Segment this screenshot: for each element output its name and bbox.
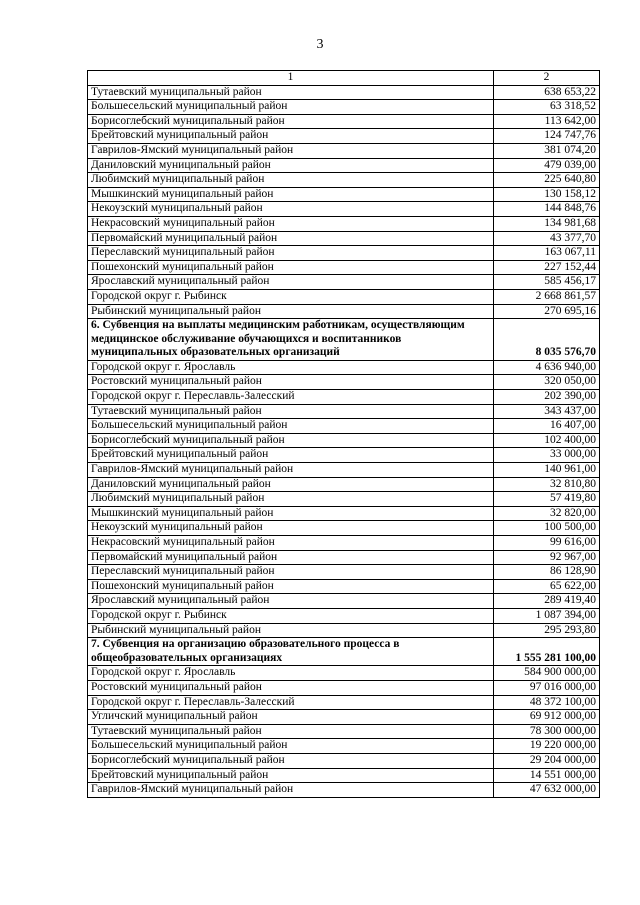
amount-value: 57 419,80 xyxy=(494,492,600,507)
recipient-name: Любимский муниципальный район xyxy=(88,173,494,188)
recipient-name: Переславский муниципальный район xyxy=(88,246,494,261)
subsidy-table xyxy=(87,70,600,798)
table-row xyxy=(88,666,600,681)
section-row xyxy=(88,638,600,666)
recipient-name: Некрасовский муниципальный район xyxy=(88,216,494,231)
amount-value: 69 912 000,00 xyxy=(494,710,600,725)
amount-value: 97 016 000,00 xyxy=(494,680,600,695)
table-row xyxy=(88,506,600,521)
recipient-name: Угличский муниципальный район xyxy=(88,710,494,725)
amount-value: 227 152,44 xyxy=(494,260,600,275)
recipient-name: Гаврилов-Ямский муниципальный район xyxy=(88,783,494,798)
amount-value: 479 039,00 xyxy=(494,158,600,173)
section-title: 7. Субвенция на организацию образовательного процесса в общеобразовательных организациях xyxy=(88,638,494,666)
amount-value: 16 407,00 xyxy=(494,419,600,434)
recipient-name: Борисоглебский муниципальный район xyxy=(88,753,494,768)
amount-value: 140 961,00 xyxy=(494,463,600,478)
recipient-name: Городской округ г. Ярославль xyxy=(88,360,494,375)
recipient-name: Переславский муниципальный район xyxy=(88,565,494,580)
amount-value: 144 848,76 xyxy=(494,202,600,217)
amount-value: 113 642,00 xyxy=(494,114,600,129)
recipient-name: Первомайский муниципальный район xyxy=(88,231,494,246)
table-row xyxy=(88,85,600,100)
amount-value: 585 456,17 xyxy=(494,275,600,290)
table-row xyxy=(88,565,600,580)
recipient-name: Городской округ г. Ярославль xyxy=(88,666,494,681)
table-row xyxy=(88,739,600,754)
recipient-name: Тутаевский муниципальный район xyxy=(88,724,494,739)
amount-value: 14 551 000,00 xyxy=(494,768,600,783)
table-body xyxy=(88,71,600,798)
amount-value: 29 204 000,00 xyxy=(494,753,600,768)
recipient-name: Большесельский муниципальный район xyxy=(88,419,494,434)
table-row xyxy=(88,433,600,448)
recipient-name: Мышкинский муниципальный район xyxy=(88,187,494,202)
amount-value: 4 636 940,00 xyxy=(494,360,600,375)
table-row xyxy=(88,404,600,419)
table-row xyxy=(88,680,600,695)
amount-value: 202 390,00 xyxy=(494,390,600,405)
recipient-name: Городской округ г. Рыбинск xyxy=(88,608,494,623)
table-row xyxy=(88,375,600,390)
recipient-name: Рыбинский муниципальный район xyxy=(88,623,494,638)
recipient-name: Гаврилов-Ямский муниципальный район xyxy=(88,463,494,478)
table-row xyxy=(88,463,600,478)
amount-value: 32 810,80 xyxy=(494,477,600,492)
amount-value: 320 050,00 xyxy=(494,375,600,390)
recipient-name: Борисоглебский муниципальный район xyxy=(88,114,494,129)
table-row xyxy=(88,114,600,129)
table-row xyxy=(88,173,600,188)
table-row xyxy=(88,579,600,594)
section-total: 8 035 576,70 xyxy=(494,319,600,361)
column-header-2: 2 xyxy=(494,71,600,86)
amount-value: 99 616,00 xyxy=(494,536,600,551)
amount-value: 63 318,52 xyxy=(494,100,600,115)
recipient-name: Даниловский муниципальный район xyxy=(88,477,494,492)
amount-value: 343 437,00 xyxy=(494,404,600,419)
column-header-1: 1 xyxy=(88,71,494,86)
section-total: 1 555 281 100,00 xyxy=(494,638,600,666)
amount-value: 33 000,00 xyxy=(494,448,600,463)
amount-value: 163 067,11 xyxy=(494,246,600,261)
table-row xyxy=(88,143,600,158)
table-row xyxy=(88,477,600,492)
amount-value: 295 293,80 xyxy=(494,623,600,638)
table-row xyxy=(88,521,600,536)
table-row xyxy=(88,390,600,405)
amount-value: 19 220 000,00 xyxy=(494,739,600,754)
table-row xyxy=(88,187,600,202)
amount-value: 47 632 000,00 xyxy=(494,783,600,798)
table-row xyxy=(88,753,600,768)
amount-value: 92 967,00 xyxy=(494,550,600,565)
table-row xyxy=(88,623,600,638)
amount-value: 130 158,12 xyxy=(494,187,600,202)
page-number: 3 xyxy=(316,37,324,52)
amount-value: 381 074,20 xyxy=(494,143,600,158)
amount-value: 2 668 861,57 xyxy=(494,289,600,304)
amount-value: 100 500,00 xyxy=(494,521,600,536)
amount-value: 43 377,70 xyxy=(494,231,600,246)
recipient-name: Некоузский муниципальный район xyxy=(88,202,494,217)
recipient-name: Даниловский муниципальный район xyxy=(88,158,494,173)
recipient-name: Брейтовский муниципальный район xyxy=(88,448,494,463)
table-row xyxy=(88,231,600,246)
amount-value: 48 372 100,00 xyxy=(494,695,600,710)
table-row xyxy=(88,216,600,231)
recipient-name: Ростовский муниципальный район xyxy=(88,680,494,695)
recipient-name: Мышкинский муниципальный район xyxy=(88,506,494,521)
table-row xyxy=(88,289,600,304)
table-row xyxy=(88,246,600,261)
table-row xyxy=(88,360,600,375)
table-row xyxy=(88,448,600,463)
recipient-name: Большесельский муниципальный район xyxy=(88,100,494,115)
table-row xyxy=(88,550,600,565)
section-row xyxy=(88,319,600,361)
amount-value: 124 747,76 xyxy=(494,129,600,144)
table-row xyxy=(88,710,600,725)
recipient-name: Ярославский муниципальный район xyxy=(88,594,494,609)
recipient-name: Некоузский муниципальный район xyxy=(88,521,494,536)
recipient-name: Некрасовский муниципальный район xyxy=(88,536,494,551)
recipient-name: Пошехонский муниципальный район xyxy=(88,579,494,594)
header-row xyxy=(88,71,600,86)
amount-value: 1 087 394,00 xyxy=(494,608,600,623)
recipient-name: Городской округ г. Переславль-Залесский xyxy=(88,390,494,405)
section-title: 6. Субвенция на выплаты медицинским работникам, осуществляющим медицинское обслуживание обучающихся и воспитанников муниципальных образовательных организаций xyxy=(88,319,494,361)
amount-value: 86 128,90 xyxy=(494,565,600,580)
amount-value: 32 820,00 xyxy=(494,506,600,521)
table-row xyxy=(88,536,600,551)
recipient-name: Гаврилов-Ямский муниципальный район xyxy=(88,143,494,158)
table-row xyxy=(88,129,600,144)
amount-value: 78 300 000,00 xyxy=(494,724,600,739)
table-row xyxy=(88,202,600,217)
recipient-name: Ярославский муниципальный район xyxy=(88,275,494,290)
recipient-name: Тутаевский муниципальный район xyxy=(88,85,494,100)
amount-value: 270 695,16 xyxy=(494,304,600,319)
table-row xyxy=(88,275,600,290)
recipient-name: Борисоглебский муниципальный район xyxy=(88,433,494,448)
recipient-name: Ростовский муниципальный район xyxy=(88,375,494,390)
amount-value: 225 640,80 xyxy=(494,173,600,188)
recipient-name: Любимский муниципальный район xyxy=(88,492,494,507)
table-row xyxy=(88,768,600,783)
table-row xyxy=(88,608,600,623)
table-row xyxy=(88,492,600,507)
table-row xyxy=(88,783,600,798)
recipient-name: Городской округ г. Рыбинск xyxy=(88,289,494,304)
recipient-name: Большесельский муниципальный район xyxy=(88,739,494,754)
recipient-name: Рыбинский муниципальный район xyxy=(88,304,494,319)
amount-value: 638 653,22 xyxy=(494,85,600,100)
table-row xyxy=(88,594,600,609)
recipient-name: Городской округ г. Переславль-Залесский xyxy=(88,695,494,710)
amount-value: 102 400,00 xyxy=(494,433,600,448)
table-row xyxy=(88,419,600,434)
recipient-name: Пошехонский муниципальный район xyxy=(88,260,494,275)
recipient-name: Брейтовский муниципальный район xyxy=(88,129,494,144)
amount-value: 65 622,00 xyxy=(494,579,600,594)
amount-value: 289 419,40 xyxy=(494,594,600,609)
amount-value: 584 900 000,00 xyxy=(494,666,600,681)
recipient-name: Брейтовский муниципальный район xyxy=(88,768,494,783)
table-row xyxy=(88,260,600,275)
table-row xyxy=(88,695,600,710)
table-row xyxy=(88,724,600,739)
table-row xyxy=(88,100,600,115)
recipient-name: Первомайский муниципальный район xyxy=(88,550,494,565)
amount-value: 134 981,68 xyxy=(494,216,600,231)
table-row xyxy=(88,158,600,173)
table-row xyxy=(88,304,600,319)
recipient-name: Тутаевский муниципальный район xyxy=(88,404,494,419)
